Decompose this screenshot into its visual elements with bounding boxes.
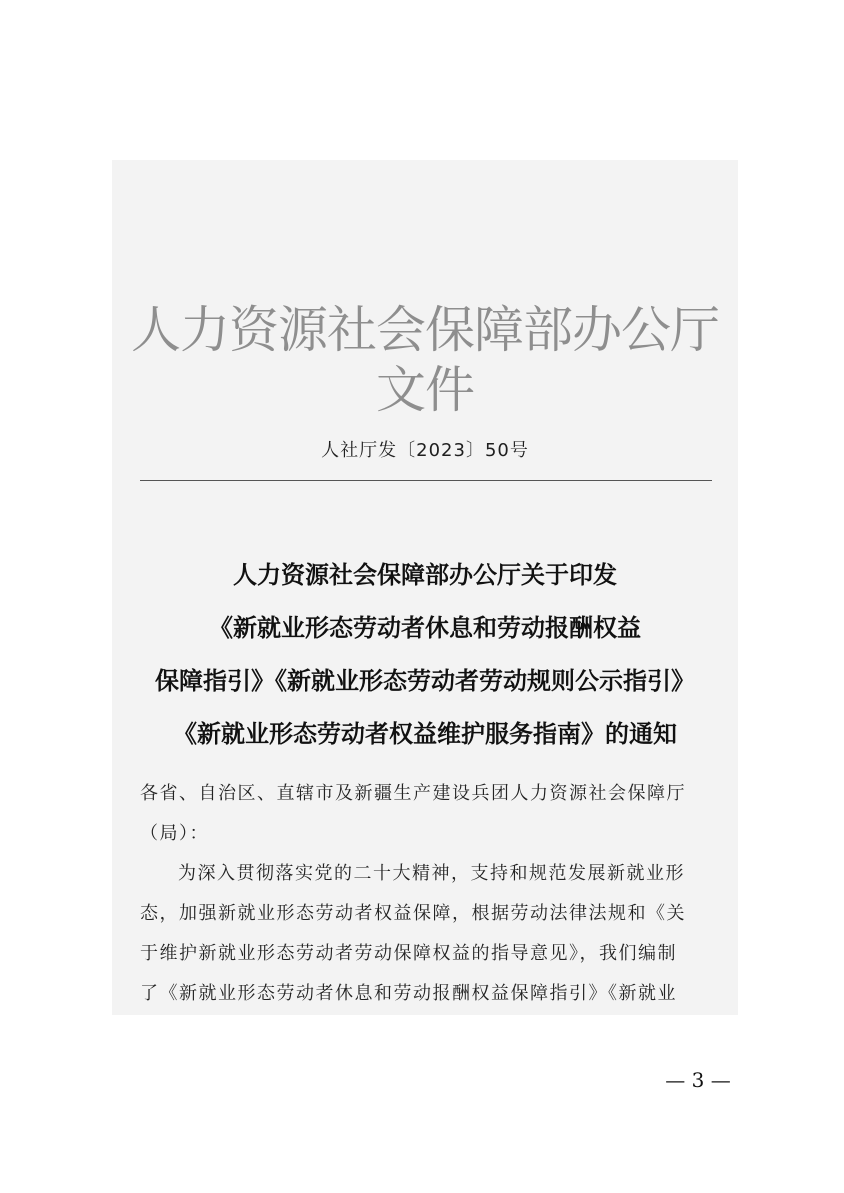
issuer-header: 人力资源社会保障部办公厅文件 (131, 301, 719, 419)
title-line: 人力资源社会保障部办公厅关于印发 (233, 560, 617, 589)
paragraph-line: 为深入贯彻落实党的二十大精神，支持和规范发展新就业形 (178, 863, 685, 884)
title-line: 《新就业形态劳动者权益维护服务指南》的通知 (173, 719, 677, 748)
recipient-block (140, 774, 720, 854)
title-line: 《新就业形态劳动者休息和劳动报酬权益 (209, 613, 641, 642)
body-paragraph (140, 854, 720, 1014)
paragraph-line: 态，加强新就业形态劳动者权益保障，根据劳动法律法规和《关 (140, 903, 686, 924)
notice-title (112, 548, 738, 760)
recipient-line: （局）： (140, 823, 209, 844)
document-number: 人社厅发〔2023〕50号 (321, 440, 529, 461)
title-line: 保障指引》《新就业形态劳动者劳动规则公示指引》 (155, 666, 695, 695)
page-number: — 3 — (665, 1068, 731, 1092)
paragraph-line: 于维护新就业形态劳动者劳动保障权益的指导意见》，我们编制 (140, 943, 677, 964)
header-divider (140, 480, 712, 481)
paragraph-line: 了《新就业形态劳动者休息和劳动报酬权益保障指引》《新就业 (140, 983, 677, 1004)
recipient-line: 各省、自治区、直辖市及新疆生产建设兵团人力资源社会保障厅 (140, 783, 686, 804)
